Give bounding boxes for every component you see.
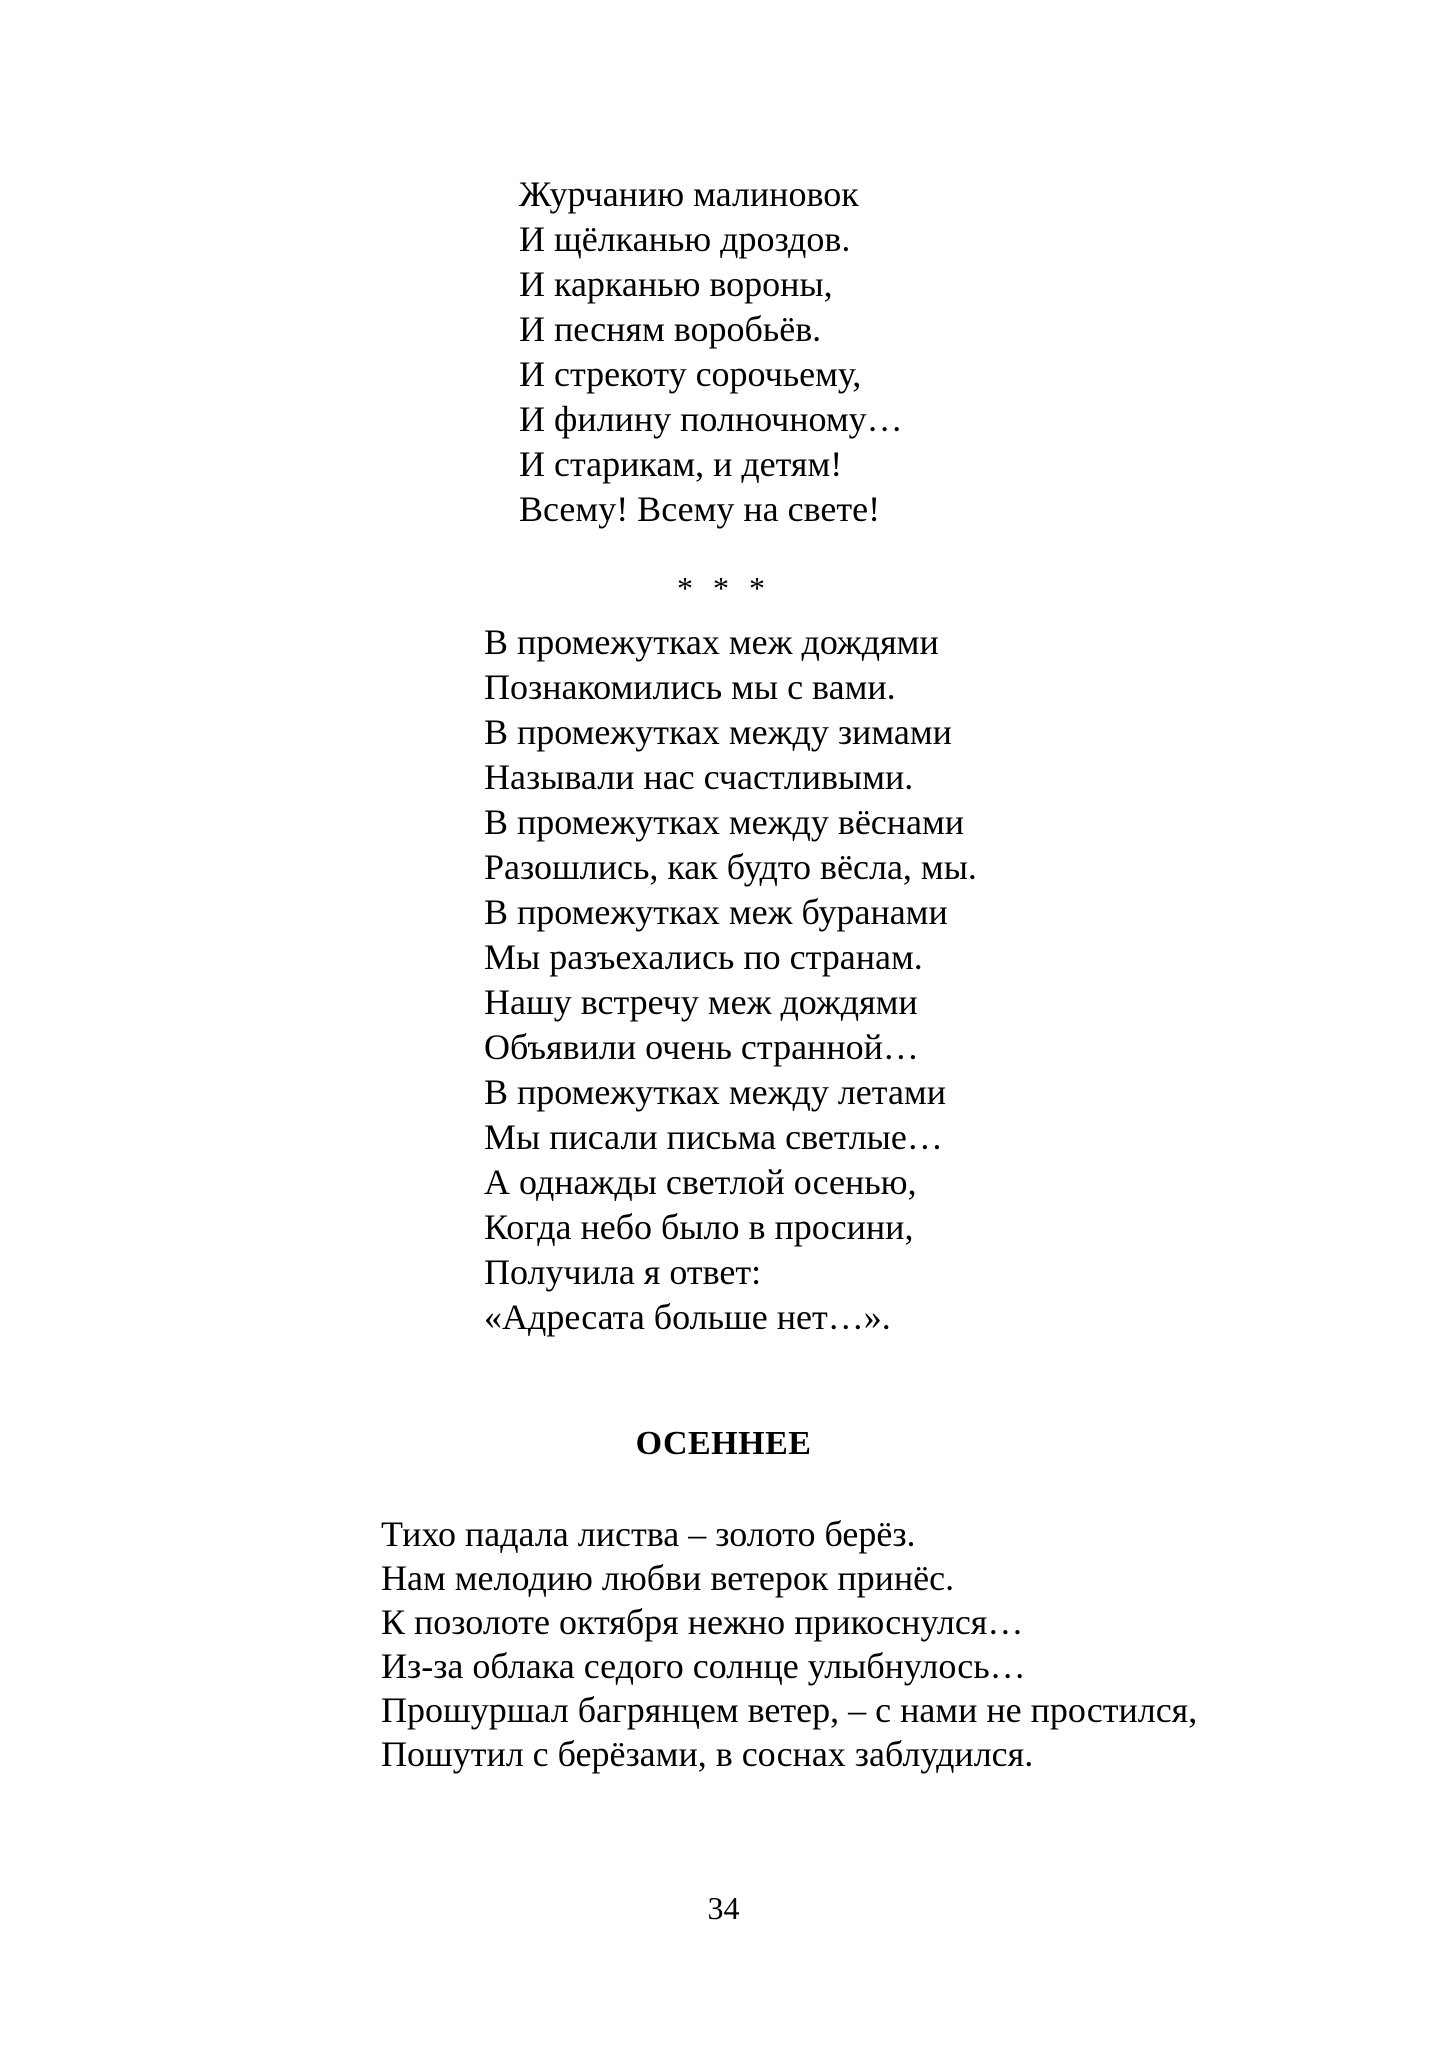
poem-line: Мы писали письма светлые… bbox=[484, 1117, 943, 1157]
poem-line: Мы разъехались по странам. bbox=[484, 937, 923, 977]
poem-line: Пошутил с берёзами, в соснах заблудился. bbox=[381, 1734, 1034, 1774]
poem-line: Тихо падала листва – золото берёз. bbox=[381, 1514, 916, 1554]
poem-line: Когда небо было в просини, bbox=[484, 1207, 914, 1247]
poem-line: Называли нас счастливыми. bbox=[484, 757, 914, 797]
poem-stanza-3 bbox=[381, 1512, 1197, 1776]
poem-line: И песням воробьёв. bbox=[519, 309, 822, 349]
stanza-separator: * * * bbox=[677, 570, 771, 606]
poem-line: Журчанию малиновок bbox=[519, 174, 859, 214]
poem-line: К позолоте октября нежно прикоснулся… bbox=[381, 1602, 1024, 1642]
poem-line: Получила я ответ: bbox=[484, 1252, 762, 1292]
poem-stanza-1 bbox=[519, 172, 903, 532]
poem-title: ОСЕННЕЕ bbox=[635, 1425, 812, 1462]
poem-line: И филину полночному… bbox=[519, 399, 903, 439]
poem-line: В промежутках меж буранами bbox=[484, 892, 948, 932]
poem-line: И карканью вороны, bbox=[519, 264, 833, 304]
poem-line: Нашу встречу меж дождями bbox=[484, 982, 918, 1022]
poem-line: Объявили очень странной… bbox=[484, 1027, 919, 1067]
poem-line: А однажды светлой осенью, bbox=[484, 1162, 917, 1202]
poem-line: Прошуршал багрянцем ветер, – с нами не простился, bbox=[381, 1690, 1198, 1730]
poem-line: И стрекоту сорочьему, bbox=[519, 354, 862, 394]
poem-line: И щёлканью дроздов. bbox=[519, 219, 851, 259]
poem-line: Всему! Всему на свете! bbox=[519, 489, 881, 529]
poem-line: В промежутках меж дождями bbox=[484, 622, 939, 662]
poem-line: «Адресата больше нет…». bbox=[484, 1297, 891, 1337]
poem-stanza-2 bbox=[484, 620, 977, 1340]
poem-line: Нам мелодию любви ветерок принёс. bbox=[381, 1558, 955, 1598]
poem-line: В промежутках между вёснами bbox=[484, 802, 965, 842]
page-number: 34 bbox=[707, 1890, 740, 1926]
poem-line: Из-за облака седого солнце улыбнулось… bbox=[381, 1646, 1026, 1686]
poem-line: И старикам, и детям! bbox=[519, 444, 843, 484]
poem-line: В промежутках между летами bbox=[484, 1072, 946, 1112]
poem-line: Разошлись, как будто вёсла, мы. bbox=[484, 847, 977, 887]
poem-line: Познакомились мы с вами. bbox=[484, 667, 896, 707]
poem-line: В промежутках между зимами bbox=[484, 712, 952, 752]
